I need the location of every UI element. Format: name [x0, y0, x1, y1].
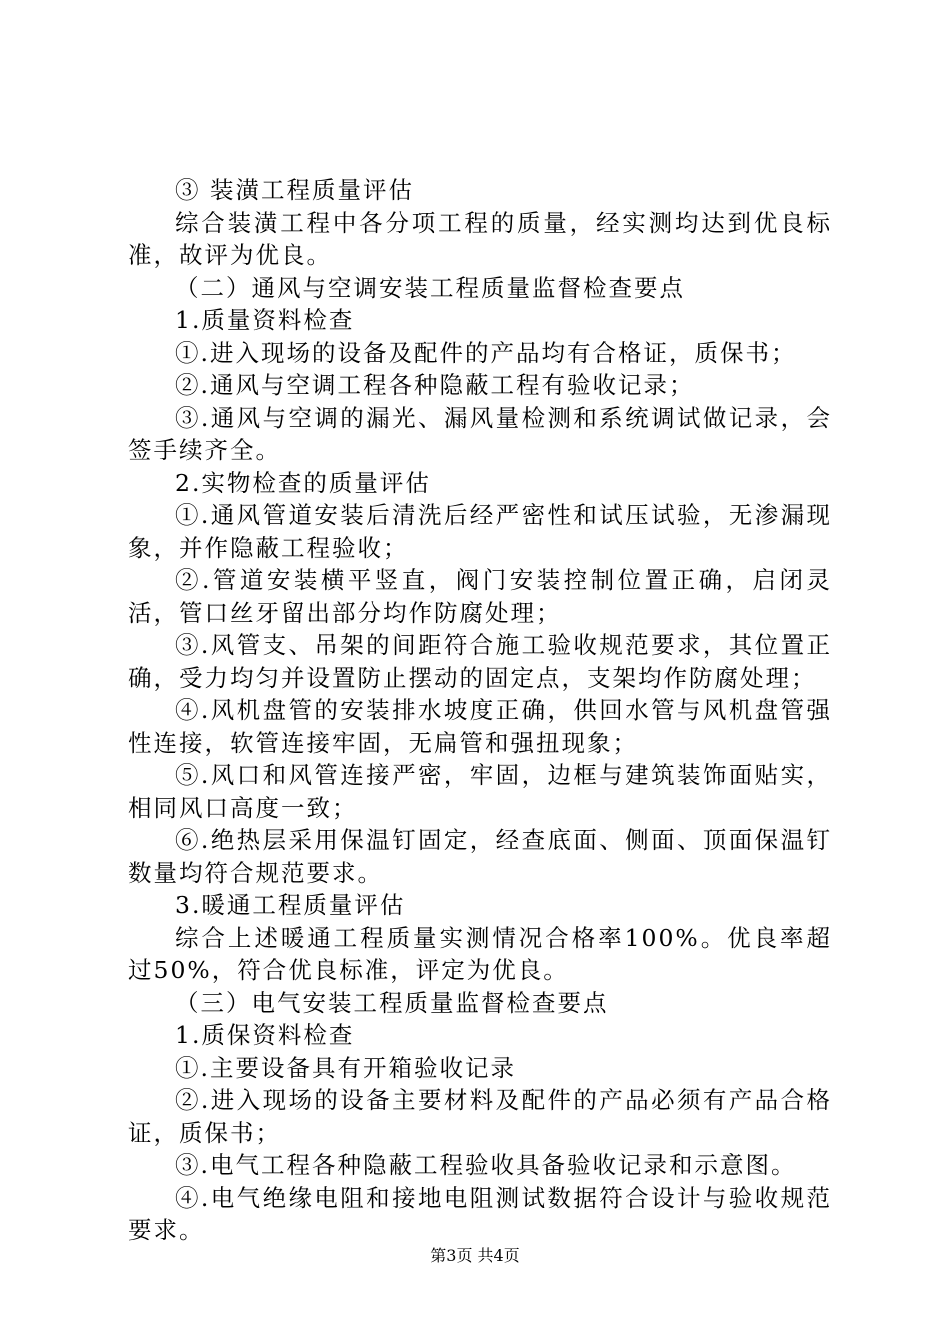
list-item: ③.风管支、吊架的间距符合施工验收规范要求，其位置正确，受力均匀并设置防止摆动的固定点，支架均作防腐处理； [128, 631, 832, 692]
paragraph-decoration-quality-heading: ③ 装潢工程质量评估 [175, 176, 414, 204]
list-item: ④.电气绝缘电阻和接地电阻测试数据符合设计与验收规范要求。 [128, 1183, 832, 1244]
list-item: ④.风机盘管的安装排水坡度正确，供回水管与风机盘管强性连接，软管连接牢固，无扁管和强扭现象； [128, 696, 832, 757]
list-item: ①.进入现场的设备及配件的产品均有合格证，质保书； [175, 338, 797, 367]
subheading-physical-inspection: 2.实物检查的质量评估 [175, 468, 431, 497]
list-item: ①.主要设备具有开箱验收记录 [175, 1053, 516, 1082]
paragraph-decoration-quality-summary: 综合装潢工程中各分项工程的质量，经实测均达到优良标准，故评为优良。 [128, 208, 832, 269]
subheading-hvac-assessment: 3.暖通工程质量评估 [175, 891, 406, 919]
subheading-quality-assurance-documents: 1.质保资料检查 [175, 1021, 355, 1049]
list-item: ①.通风管道安装后清洗后经严密性和试压试验，无渗漏现象，并作隐蔽工程验收； [128, 501, 832, 562]
section-heading-hvac: （二）通风与空调安装工程质量监督检查要点 [175, 273, 685, 302]
paragraph-hvac-summary: 综合上述暖通工程质量实测情况合格率100%。优良率超过50%，符合优良标准，评定为优良。 [128, 923, 832, 984]
list-item: ②.管道安装横平竖直，阀门安装控制位置正确，启闭灵活，管口丝牙留出部分均作防腐处理； [128, 566, 832, 627]
subheading-quality-documents: 1.质量资料检查 [175, 306, 355, 334]
list-item: ⑤.风口和风管连接严密，牢固，边框与建筑装饰面贴实，相同风口高度一致； [128, 761, 832, 822]
list-item: ③.通风与空调的漏光、漏风量检测和系统调试做记录，会签手续齐全。 [128, 403, 832, 464]
list-item: ③.电气工程各种隐蔽工程验收具备验收记录和示意图。 [175, 1151, 797, 1179]
document-body [128, 174, 832, 1247]
section-heading-electrical: （三）电气安装工程质量监督检查要点 [175, 988, 609, 1017]
list-item: ⑥.绝热层采用保温钉固定，经查底面、侧面、顶面保温钉数量均符合规范要求。 [128, 826, 832, 887]
list-item: ②.进入现场的设备主要材料及配件的产品必须有产品合格证，质保书； [128, 1086, 832, 1147]
list-item: ②.通风与空调工程各种隐蔽工程有验收记录； [175, 371, 695, 399]
page-number-footer: 第3页 共4页 [430, 1246, 520, 1265]
